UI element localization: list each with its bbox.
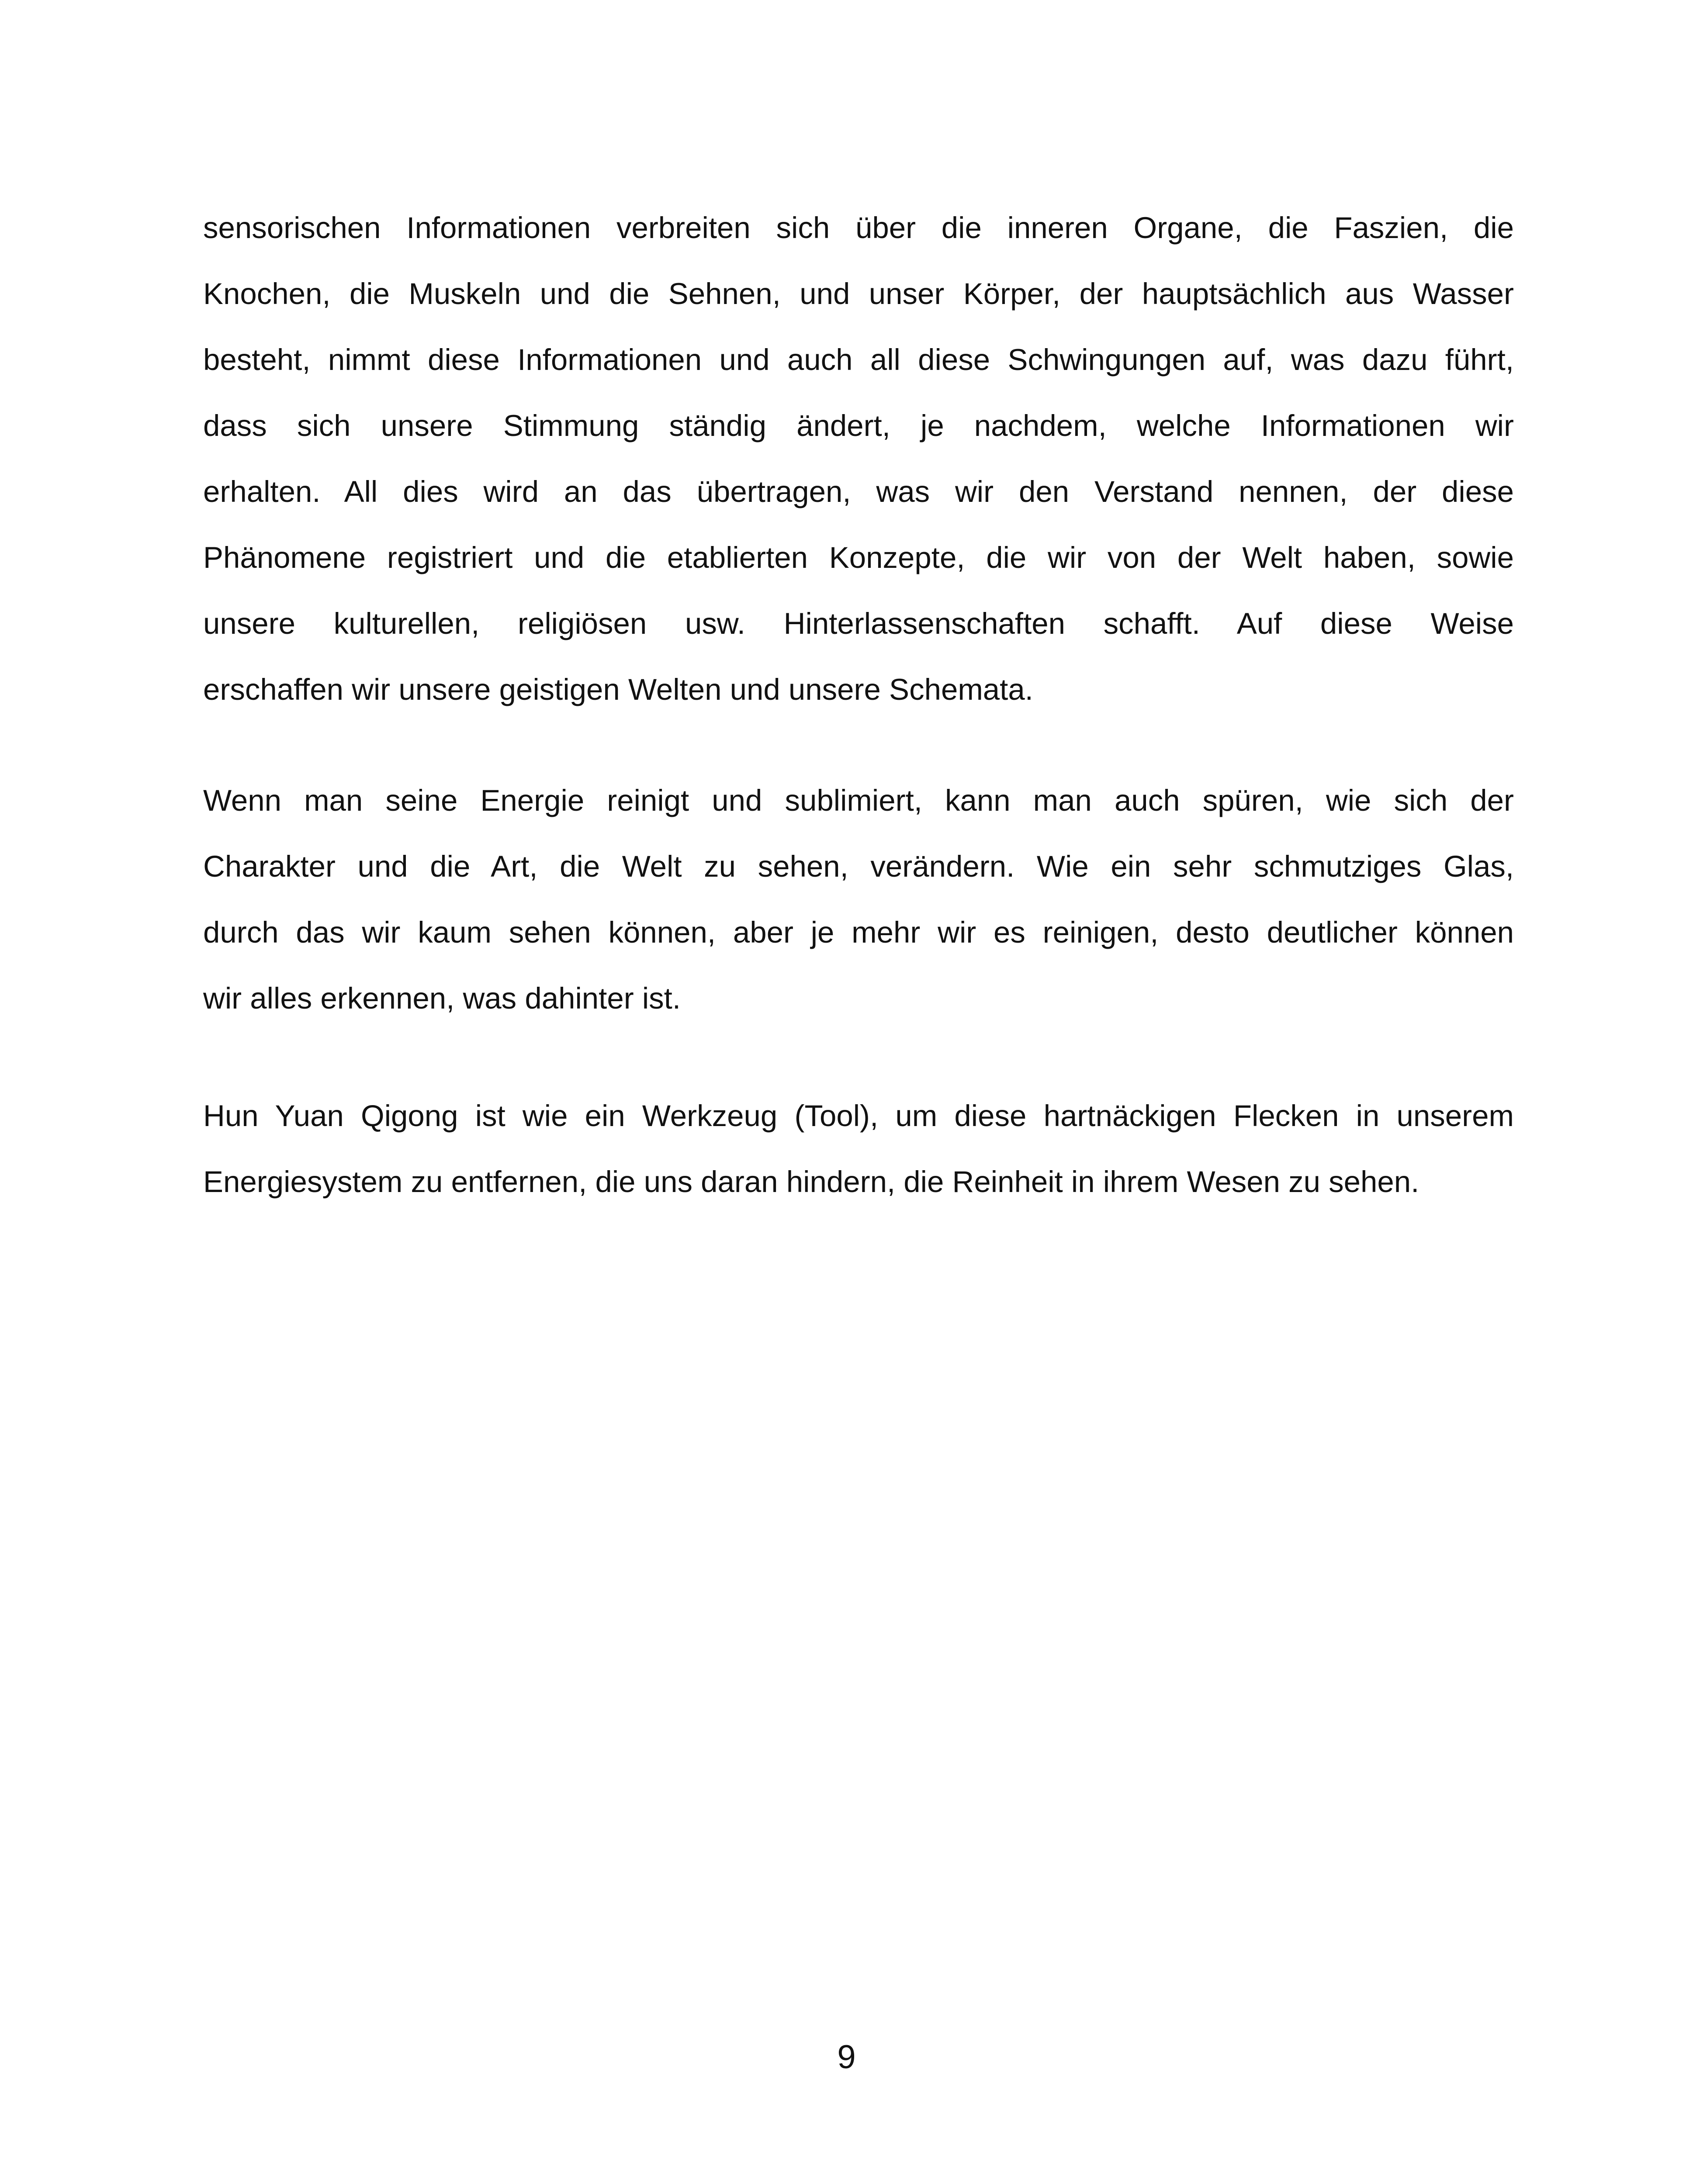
paragraph-3: [203, 1083, 1514, 1215]
text-line: erschaffen wir unsere geistigen Welten und unsere Schemata.: [203, 673, 1033, 706]
text-line: Wenn man seine Energie reinigt und sublimiert, kann man auch spüren, wie sich der: [203, 784, 1514, 817]
text-line: erhalten. All dies wird an das übertragen, was wir den Verstand nennen, der diese: [203, 475, 1514, 508]
paragraph-1: [203, 195, 1514, 722]
text-line: Energiesystem zu entfernen, die uns daran hindern, die Reinheit in ihrem Wesen zu sehen.: [203, 1165, 1419, 1199]
text-line: dass sich unsere Stimmung ständig ändert, je nachdem, welche Informationen wir: [203, 409, 1514, 442]
text-line: durch das wir kaum sehen können, aber je mehr wir es reinigen, desto deutlicher können: [203, 916, 1514, 949]
page-number: 9: [837, 2039, 856, 2076]
text-line: Hun Yuan Qigong ist wie ein Werkzeug (Tool), um diese hartnäckigen Flecken in unserem: [203, 1099, 1514, 1133]
text-line: wir alles erkennen, was dahinter ist.: [203, 981, 681, 1015]
text-line: sensorischen Informationen verbreiten sich über die inneren Organe, die Faszien, die: [203, 211, 1514, 245]
text-line: unsere kulturellen, religiösen usw. Hinterlassenschaften schafft. Auf diese Weise: [203, 607, 1514, 640]
text-line: Phänomene registriert und die etablierten Konzepte, die wir von der Welt haben, sowie: [203, 541, 1514, 574]
text-line: Charakter und die Art, die Welt zu sehen, verändern. Wie ein sehr schmutziges Glas,: [203, 850, 1514, 883]
paragraph-2: [203, 767, 1514, 1031]
text-line: Knochen, die Muskeln und die Sehnen, und unser Körper, der hauptsächlich aus Wasser: [203, 277, 1514, 311]
text-line: besteht, nimmt diese Informationen und auch all diese Schwingungen auf, was dazu führt,: [203, 343, 1514, 377]
